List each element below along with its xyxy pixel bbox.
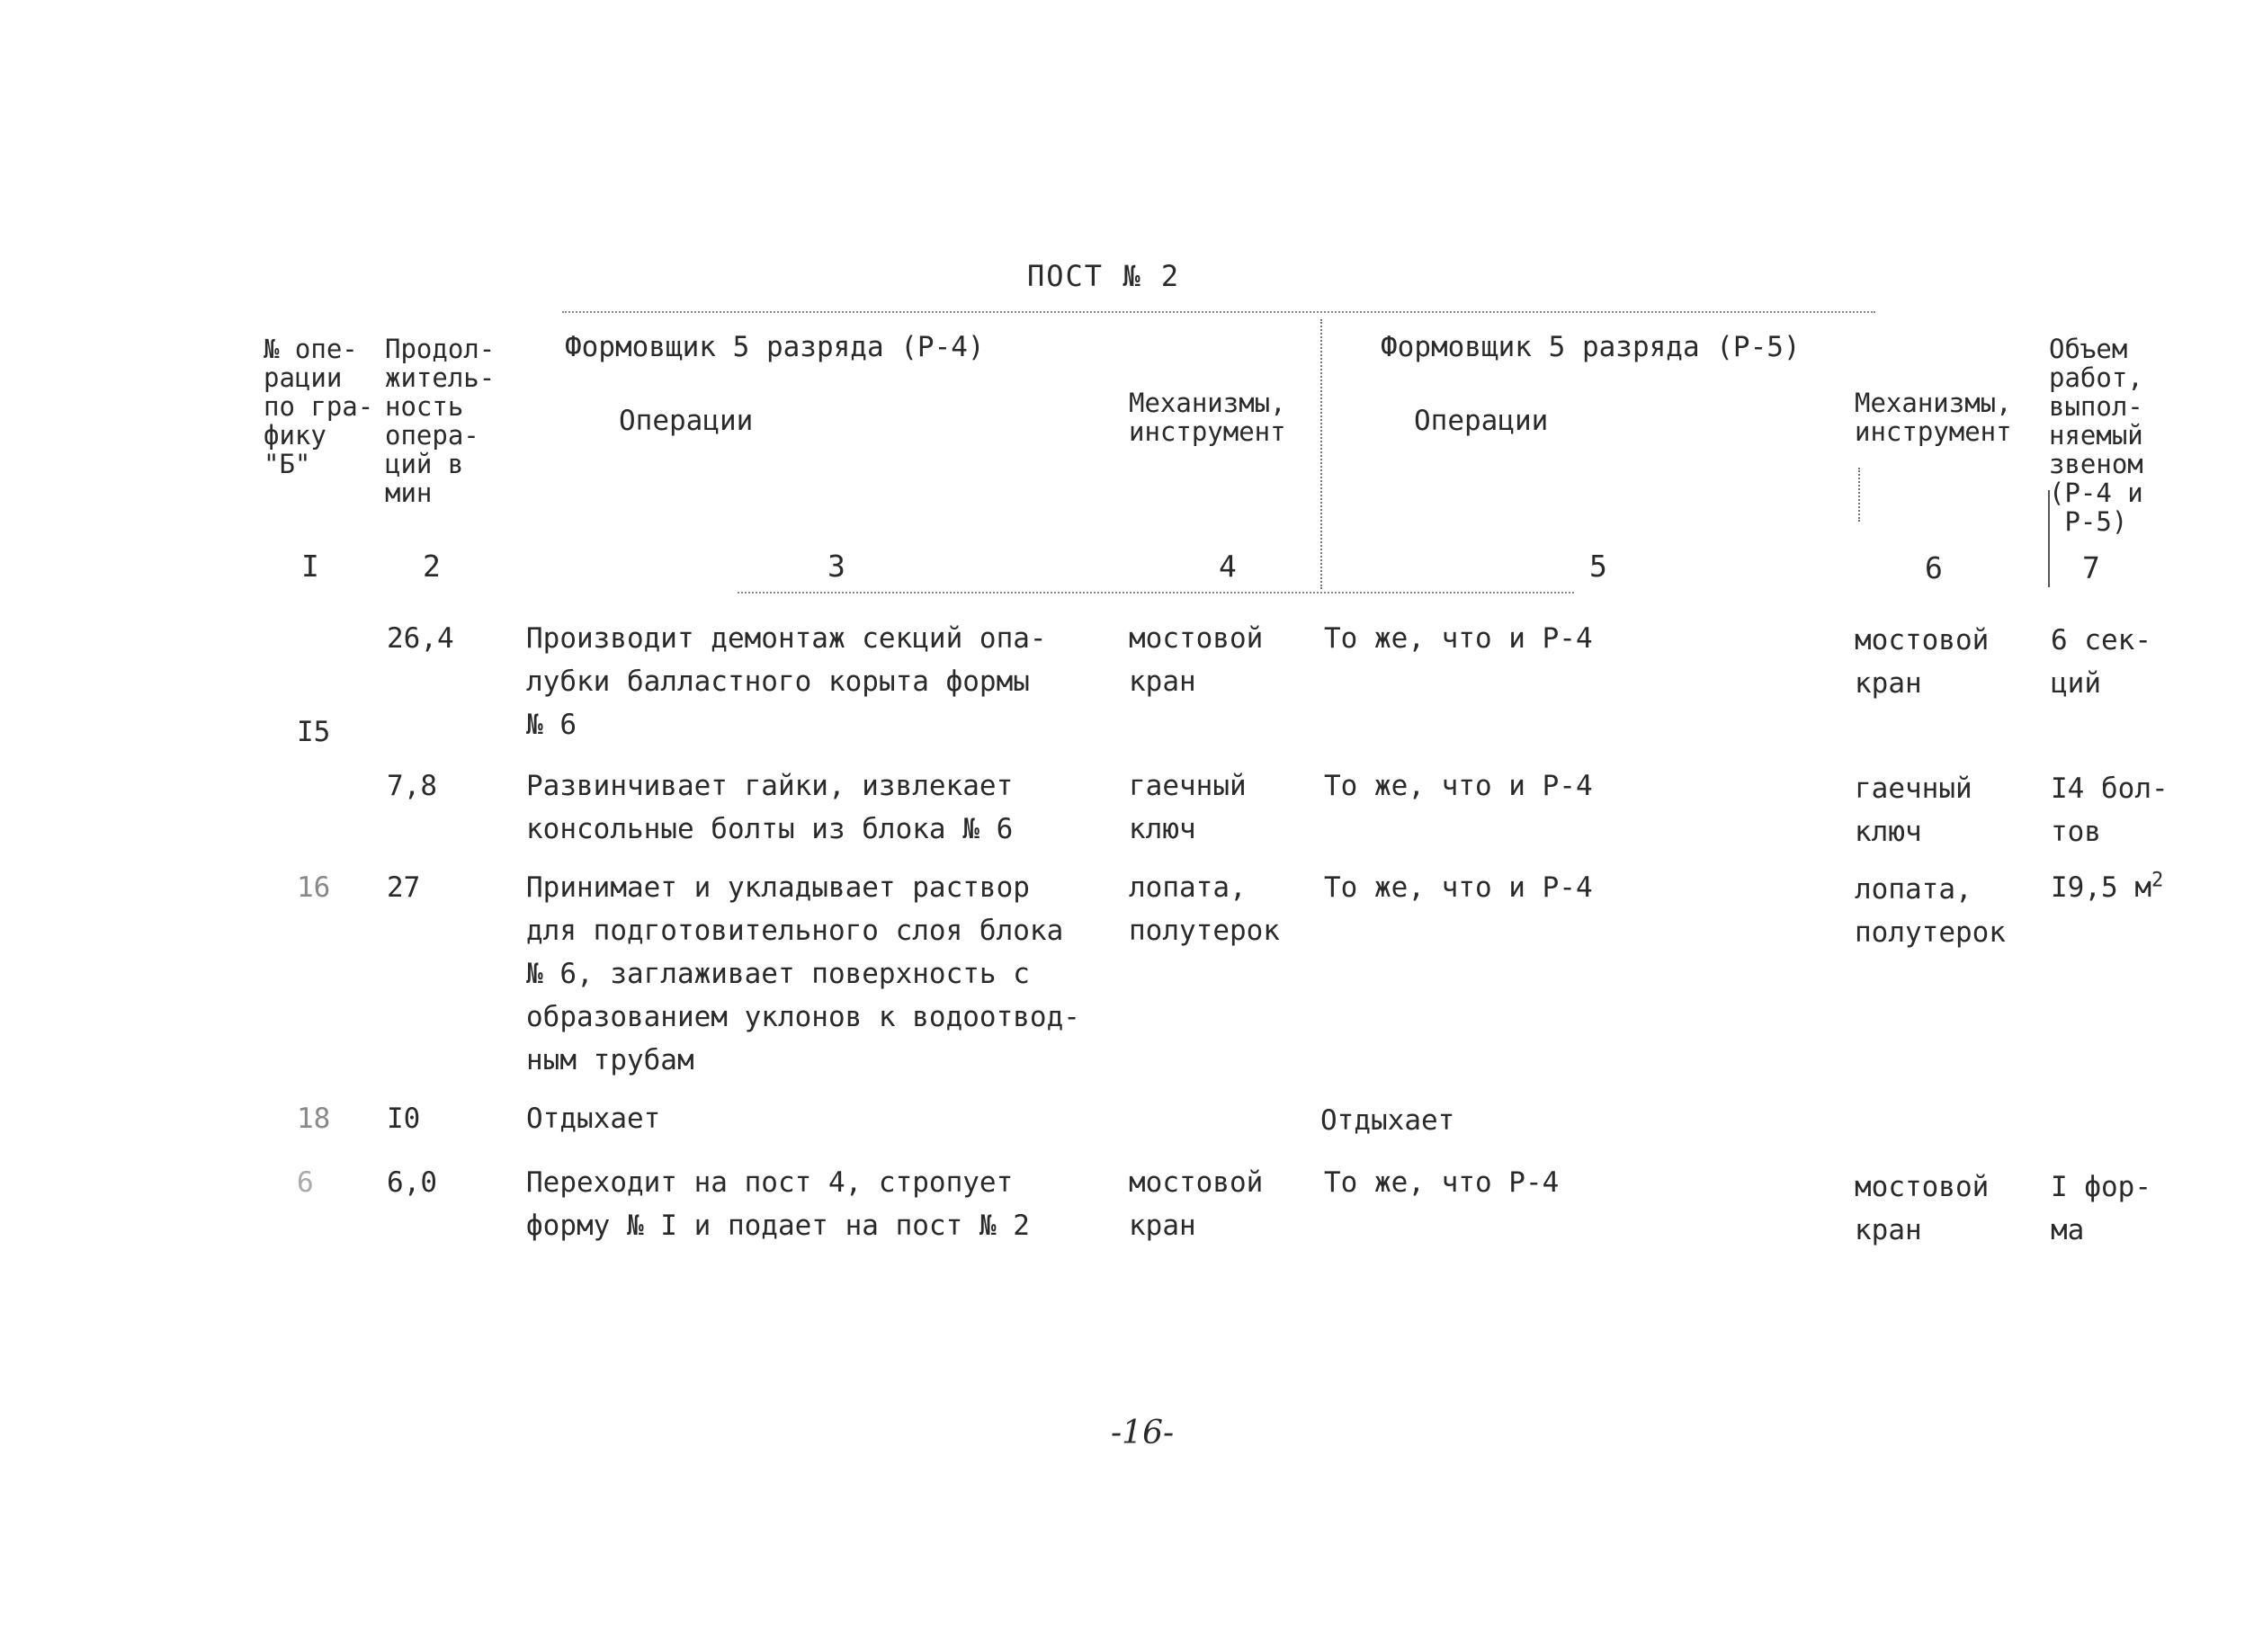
page-number: -16- bbox=[1111, 1415, 1175, 1451]
row4-operation-number: 18 bbox=[297, 1103, 331, 1135]
column-divider-4-5 bbox=[1320, 319, 1322, 589]
row3-operations-r4: Принимает и укладывает раствор для подготовительного слоя блока № 6, заглаживает поверхность с образованием уклонов к водоотвод- ным трубам bbox=[526, 871, 1080, 1076]
row5-mechanisms-r5: мостовой кран bbox=[1855, 1171, 1990, 1246]
row3-operation-number: 16 bbox=[297, 871, 331, 904]
row1-mechanisms-r5: мостовой кран bbox=[1855, 624, 1990, 700]
row3-mechanisms-r4: лопата, полутерок bbox=[1129, 871, 1280, 947]
row2-duration: 7,8 bbox=[387, 770, 437, 802]
row3-operations-r5: То же, что и Р-4 bbox=[1324, 871, 1593, 904]
row5-operation-number: 6 bbox=[297, 1166, 314, 1199]
row4-operations-r5: Отдыхает bbox=[1320, 1104, 1455, 1137]
row5-operations-r4: Переходит на пост 4, стропует форму № I и подает на пост № 2 bbox=[526, 1166, 1030, 1242]
header-operations-r5: Операции bbox=[1414, 405, 1549, 437]
column-number-2: 2 bbox=[423, 549, 441, 584]
header-worker-r4: Формовщик 5 разряда (Р-4) bbox=[565, 331, 985, 363]
header-bottom-rule bbox=[738, 592, 1574, 594]
row1-operations-r5: То же, что и Р-4 bbox=[1324, 622, 1593, 655]
row5-work-volume: I фор- ма bbox=[2051, 1171, 2151, 1246]
column-number-1: I bbox=[301, 549, 319, 584]
column-number-3: 3 bbox=[827, 549, 845, 584]
row2-operations-r4: Развинчивает гайки, извлекает консольные болты из блока № 6 bbox=[526, 770, 1014, 845]
column-number-6: 6 bbox=[1925, 550, 1943, 585]
row2-mechanisms-r5: гаечный ключ bbox=[1855, 772, 1972, 848]
page-title: ПОСТ № 2 bbox=[1027, 259, 1181, 293]
row2-operations-r5: То же, что и Р-4 bbox=[1324, 770, 1593, 802]
row3-work-volume: I9,5 $м^2$ bbox=[2051, 869, 2164, 904]
header-worker-r5: Формовщик 5 разряда (Р-5) bbox=[1381, 331, 1801, 363]
row3-mechanisms-r5: лопата, полутерок bbox=[1855, 873, 2006, 949]
row1-operation-number: I5 bbox=[297, 716, 331, 748]
column-number-4: 4 bbox=[1219, 549, 1237, 584]
row4-duration: I0 bbox=[387, 1103, 421, 1135]
header-top-rule bbox=[562, 311, 1875, 313]
row3-duration: 27 bbox=[387, 871, 421, 904]
header-mechanisms-r5: Механизмы, инструмент bbox=[1855, 388, 2012, 447]
row5-mechanisms-r4: мостовой кран bbox=[1129, 1166, 1264, 1242]
header-work-volume: Объем работ, выпол- няемый звеном (Р-4 и Р-5) bbox=[2049, 334, 2143, 537]
row5-operations-r5: То же, что Р-4 bbox=[1324, 1166, 1560, 1199]
row2-work-volume: I4 бол- тов bbox=[2051, 772, 2169, 848]
row1-mechanisms-r4: мостовой кран bbox=[1129, 622, 1264, 698]
header-mechanisms-r4: Механизмы, инструмент bbox=[1129, 388, 1286, 447]
row4-operations-r4: Отдыхает bbox=[526, 1103, 661, 1135]
row1-work-volume: 6 сек- ций bbox=[2051, 624, 2151, 700]
row5-duration: 6,0 bbox=[387, 1166, 437, 1199]
column-divider-5-6 bbox=[1858, 468, 1860, 522]
header-operation-number: № опе- рации по гра- фику "Б" bbox=[264, 334, 374, 479]
row1-operations-r4: Производит демонтаж секций опа- лубки балластного корыта формы № 6 bbox=[526, 622, 1047, 741]
header-operations-r4: Операции bbox=[619, 405, 754, 437]
header-duration: Продол- житель- ность опера- ций в мин bbox=[385, 334, 496, 508]
column-number-5: 5 bbox=[1589, 549, 1607, 584]
row1-duration: 26,4 bbox=[387, 622, 454, 655]
row2-mechanisms-r4: гаечный ключ bbox=[1129, 770, 1247, 845]
column-number-7: 7 bbox=[2082, 550, 2100, 585]
